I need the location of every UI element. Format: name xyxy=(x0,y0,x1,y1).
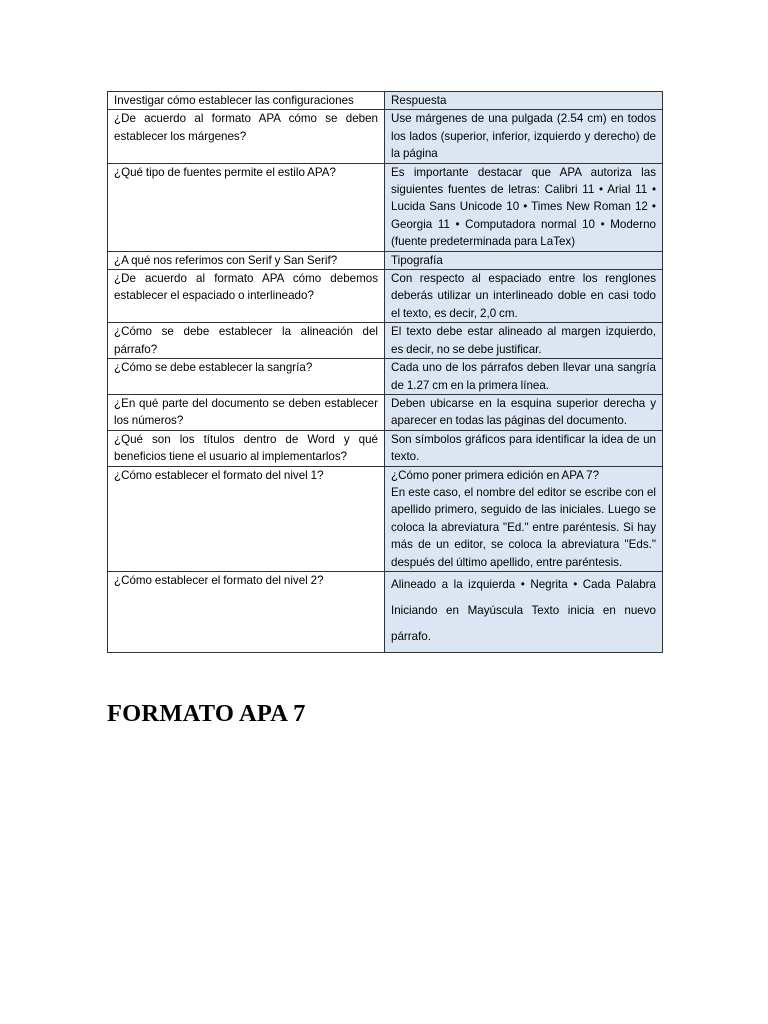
answer-cell: Cada uno de los párrafos deben llevar una sangría de 1.27 cm en la primera línea. xyxy=(385,359,663,395)
apa-config-table xyxy=(107,91,663,653)
table-header-row xyxy=(108,92,663,110)
answer-subtitle: ¿Cómo poner primera edición en APA 7? xyxy=(391,468,600,482)
answer-cell: Con respecto al espaciado entre los renglones deberás utilizar un interlineado doble en casi todo el texto, es decir, 2,0 cm. xyxy=(385,270,663,323)
question-cell: ¿Cómo establecer el formato del nivel 2? xyxy=(108,571,385,652)
question-cell: ¿Cómo se debe establecer la alineación del párrafo? xyxy=(108,323,385,359)
question-cell: ¿De acuerdo al formato APA cómo se deben establecer los márgenes? xyxy=(108,110,385,163)
table-row xyxy=(108,571,663,652)
answer-text: En este caso, el nombre del editor se escribe con el apellido primero, seguido de las iniciales. Luego se coloca la abreviatura "Ed." entre paréntesis. Si hay más de un editor, se coloca la abreviatura "Eds." después del último apellido, entre paréntesis. xyxy=(391,485,656,569)
answer-cell: Es importante destacar que APA autoriza las siguientes fuentes de letras: Calibri 11 • Arial 11 • Lucida Sans Unicode 10 • Times New Roman 12 • Georgia 11 • Computadora normal 10 • Moderno (fuente predeterminada para LaTex) xyxy=(385,163,663,251)
question-cell: ¿Qué tipo de fuentes permite el estilo APA? xyxy=(108,163,385,251)
question-cell: ¿Cómo se debe establecer la sangría? xyxy=(108,359,385,395)
question-cell: ¿De acuerdo al formato APA cómo debemos establecer el espaciado o interlineado? xyxy=(108,270,385,323)
question-cell: ¿Qué son los títulos dentro de Word y qué beneficios tiene el usuario al implementarlos? xyxy=(108,430,385,466)
table-row xyxy=(108,394,663,430)
question-cell: ¿A qué nos referimos con Serif y San Serif? xyxy=(108,251,385,269)
table-row xyxy=(108,466,663,571)
header-answer-cell: Respuesta xyxy=(385,92,663,110)
table-row xyxy=(108,270,663,323)
document-title: FORMATO APA 7 xyxy=(107,700,306,727)
answer-cell: El texto debe estar alineado al margen izquierdo, es decir, no se debe justificar. xyxy=(385,323,663,359)
question-cell: ¿Cómo establecer el formato del nivel 1? xyxy=(108,466,385,571)
table-row xyxy=(108,163,663,251)
answer-cell: Tipografía xyxy=(385,251,663,269)
table-row xyxy=(108,110,663,163)
answer-cell xyxy=(385,466,663,571)
header-question-cell: Investigar cómo establecer las configuraciones xyxy=(108,92,385,110)
table-row xyxy=(108,359,663,395)
table-row xyxy=(108,430,663,466)
table-row xyxy=(108,323,663,359)
answer-cell: Alineado a la izquierda • Negrita • Cada Palabra Iniciando en Mayúscula Texto inicia en nuevo párrafo. xyxy=(385,571,663,652)
answer-cell: Use márgenes de una pulgada (2.54 cm) en todos los lados (superior, inferior, izquierdo y derecho) de la página xyxy=(385,110,663,163)
answer-cell: Deben ubicarse en la esquina superior derecha y aparecer en todas las páginas del documento. xyxy=(385,394,663,430)
answer-cell: Son símbolos gráficos para identificar la idea de un texto. xyxy=(385,430,663,466)
table-row xyxy=(108,251,663,269)
question-cell: ¿En qué parte del documento se deben establecer los números? xyxy=(108,394,385,430)
